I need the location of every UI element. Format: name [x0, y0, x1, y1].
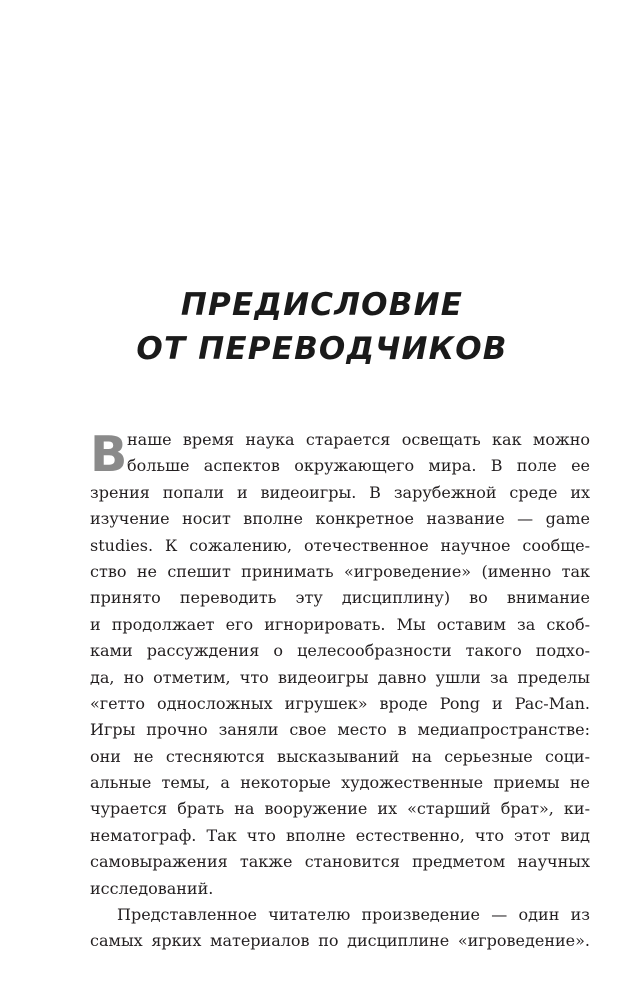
text-line: Игры прочно заняли свое место в медиапространстве: — [90, 720, 590, 740]
text-line: ками рассуждения о целесообразности такого подхо- — [90, 641, 590, 661]
drop-cap-letter: В — [90, 426, 128, 483]
body-text — [90, 427, 590, 955]
text-line: изучение носит вполне конкретное название — game — [90, 509, 590, 529]
chapter-title-line-2: ОТ ПЕРЕВОДЧИКОВ — [136, 331, 508, 367]
text-line: да, но отметим, что видеоигры давно ушли за пределы — [90, 667, 590, 687]
text-line: наше время наука старается освещать как можно — [127, 430, 590, 449]
text-line: исследований. — [90, 878, 214, 898]
text-line: Представленное читателю произведение — один из — [117, 905, 590, 925]
text-line: studies. К сожалению, отечественное научное сообще- — [90, 535, 590, 555]
chapter-title — [0, 283, 644, 371]
chapter-title-line-1: ПРЕДИСЛОВИЕ — [180, 287, 464, 323]
text-line: ство не спешит принимать «игроведение» (именно так — [90, 561, 590, 581]
text-line: альные темы, а некоторые художественные приемы не — [90, 773, 590, 793]
text-line: больше аспектов окружающего мира. В поле ее — [127, 456, 590, 476]
text-line: самовыражения также становится предметом научных — [90, 852, 590, 872]
text-line: зрения попали и видеоигры. В зарубежной среде их — [90, 482, 590, 502]
text-line: чурается брать на вооружение их «старший брат», ки- — [90, 799, 590, 819]
text-line: самых ярких материалов по дисциплине «игроведение». — [90, 931, 590, 951]
text-line: «гетто односложных игрушек» вроде Pong и Pac-Man. — [90, 693, 590, 713]
text-line: они не стесняются высказываний на серьезные соци- — [90, 746, 590, 766]
text-line: принято переводить эту дисциплину) во внимание — [90, 588, 590, 608]
text-line: и продолжает его игнорировать. Мы оставим за скоб- — [90, 614, 590, 634]
text-line: нематограф. Так что вполне естественно, что этот вид — [90, 825, 590, 845]
